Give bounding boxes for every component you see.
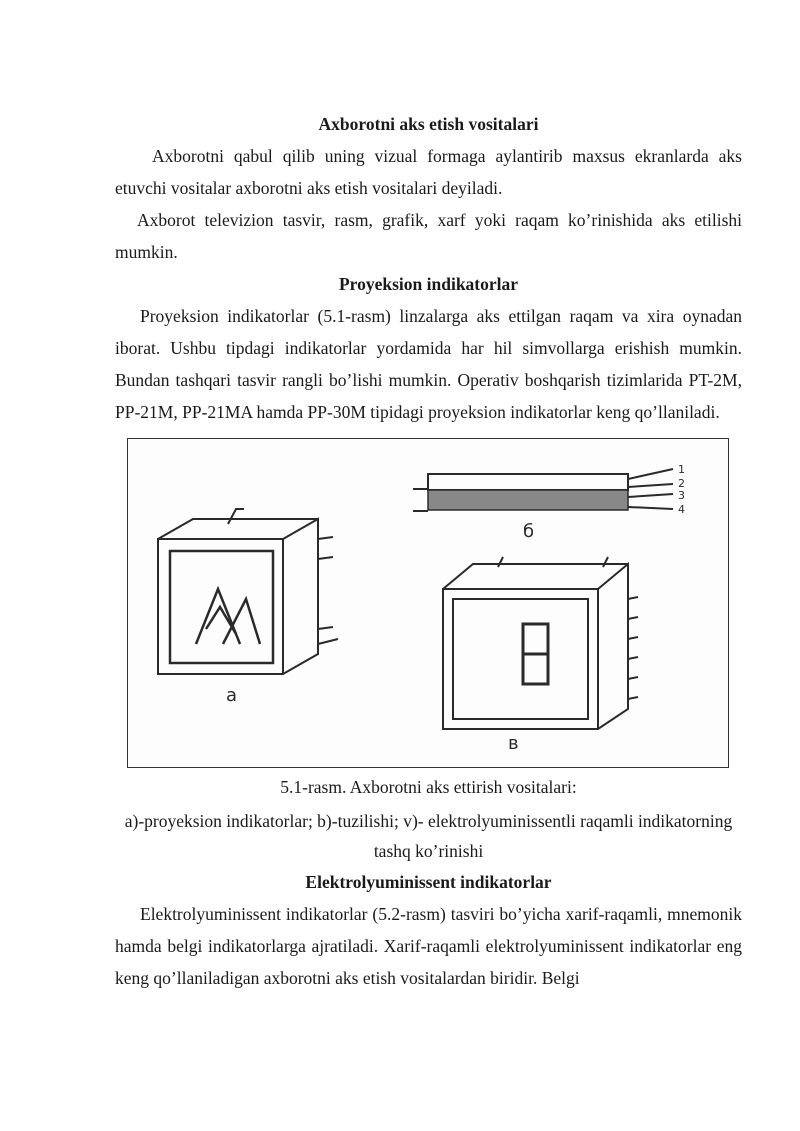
figure-drawing — [128, 439, 728, 767]
section-heading-electroluminescent: Elektrolyuminissent indikatorlar — [305, 872, 552, 892]
paragraph-definition: Axborotni qabul qilib uning vizual formaga aylantirib maxsus ekranlarda aks etuvchi vositalar axborotni aks etish vositalari deyiladi. — [115, 146, 742, 198]
projection-indicator-drawing — [158, 509, 338, 674]
callout-4: 4 — [678, 503, 685, 516]
callout-2: 2 — [678, 477, 685, 490]
figure-5-1 — [127, 438, 729, 768]
section-heading-display-means: Axborotni aks etish vositalari — [318, 114, 539, 134]
document-body — [115, 108, 742, 994]
figure-label-b: б — [523, 521, 535, 542]
paragraph-projection: Proyeksion indikatorlar (5.1-rasm) linzalarga aks ettilgan raqam va xira oynadan iborat. Ushbu tipdagi indikatorlar yordamida har hil simvollarga erishish mumkin. Bundan tashqari tasvir rangli bo’lishi mumkin. Operativ boshqarish tizimlarida PT-2M, PP-21M, PP-21MA hamda PP-30M tipidagi proyeksion indikatorlar keng qo’llaniladi. — [115, 306, 742, 422]
structure-section-drawing — [413, 469, 673, 511]
figure-label-v: в — [508, 733, 519, 754]
paragraph-electroluminescent: Elektrolyuminissent indikatorlar (5.2-rasm) tasviri bo’yicha xarif-raqamli, mnemonik hamda belgi indikatorlarga ajratiladi. Xarif-raqamli elektrolyuminissent indikatorlar eng keng qo’llaniladigan axborotni aks etish vositalardan biridir. Belgi — [115, 904, 742, 988]
callout-1: 1 — [678, 463, 685, 476]
section-heading-projection: Proyeksion indikatorlar — [338, 274, 519, 294]
paragraph-forms: Axborot televizion tasvir, rasm, grafik, xarf yoki raqam ko’rinishida aks etilishi mumkin. — [115, 210, 742, 262]
digital-indicator-drawing — [443, 557, 638, 729]
figure-label-a: a — [226, 685, 238, 706]
figure-caption-legend: a)-proyeksion indikatorlar; b)-tuzilishi; v)- elektrolyuminissentli raqamli indikatorning tashq ko’rinishi — [124, 811, 733, 861]
figure-caption-title: 5.1-rasm. Axborotni aks ettirish vositalari: — [280, 777, 577, 797]
callout-3: 3 — [678, 489, 685, 502]
